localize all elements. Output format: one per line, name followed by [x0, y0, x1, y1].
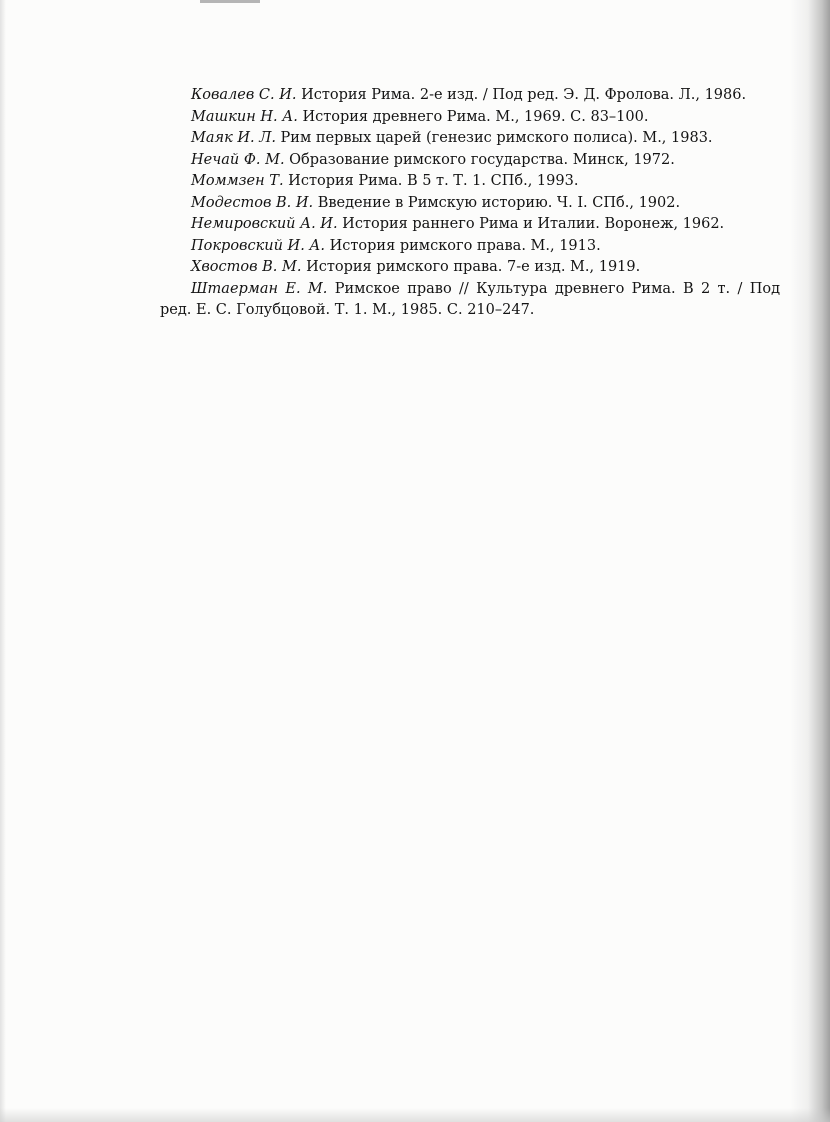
bibliography-entry	[160, 257, 780, 279]
bibliography-entry	[160, 214, 780, 236]
page-left-edge	[0, 0, 6, 1122]
entry-author: Модестов В. И.	[191, 194, 314, 211]
entry-text: История римского права. М., 1913.	[329, 237, 601, 254]
entry-author: Машкин Н. А.	[191, 108, 298, 125]
bibliography-entry	[160, 171, 780, 193]
entry-text: История Рима. В 5 т. Т. 1. СПб., 1993.	[288, 173, 579, 189]
entry-author: Хвостов В. М.	[191, 259, 302, 275]
bibliography-entry	[160, 107, 780, 129]
entry-author: Штаерман Е. М.	[191, 280, 328, 297]
entry-text: Римское право // Культура древнего Рима. В 2 т. / Под ред. Е. С. Голубцовой. Т. 1. М., 1985. С. 210–247.	[160, 280, 781, 318]
entry-text: История древнего Рима. М., 1969. С. 83–100.	[302, 108, 649, 125]
entry-text: Образование римского государства. Минск, 1972.	[289, 151, 675, 168]
entry-author: Маяк И. Л.	[191, 130, 276, 146]
bibliography-entry	[160, 85, 780, 107]
entry-text: Рим первых царей (генезис римского полиса). М., 1983.	[280, 130, 713, 146]
entry-author: Покровский И. А.	[191, 237, 326, 254]
entry-text: История раннего Рима и Италии. Воронеж, 1962.	[342, 216, 725, 232]
entry-text: История римского права. 7-е изд. М., 1919.	[306, 259, 641, 275]
scan-artifact	[200, 0, 260, 3]
entry-author: Моммзен Т.	[191, 173, 284, 189]
entry-author: Ковалев С. И.	[191, 87, 297, 103]
entry-author: Нечай Ф. М.	[191, 151, 285, 168]
bibliography-entry	[160, 150, 780, 172]
entry-author: Немировский А. И.	[191, 216, 338, 232]
page-bottom-edge	[0, 1108, 830, 1122]
entry-text: История Рима. 2-е изд. / Под ред. Э. Д. Фролова. Л., 1986.	[301, 87, 747, 103]
page-right-shadow	[790, 0, 830, 1122]
entry-text: Введение в Римскую историю. Ч. I. СПб., 1902.	[317, 194, 681, 211]
bibliography-list	[160, 85, 780, 322]
bibliography-entry	[160, 236, 780, 258]
bibliography-entry	[160, 193, 780, 215]
bibliography-entry	[160, 128, 780, 150]
bibliography-entry	[160, 279, 780, 322]
